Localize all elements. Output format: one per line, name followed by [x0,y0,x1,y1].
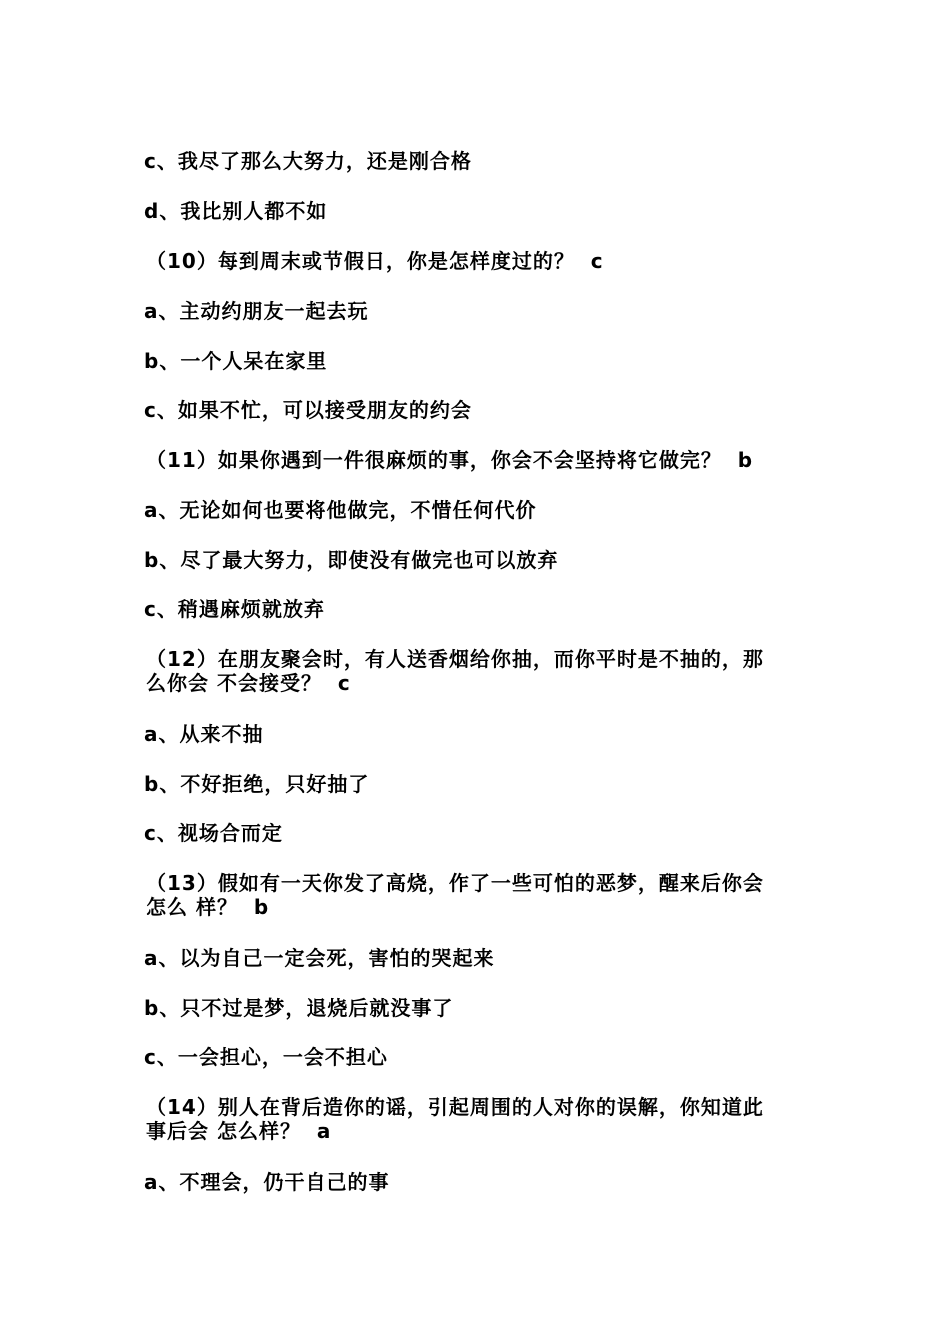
option-line: b、尽了最大努力，即使没有做完也可以放弃 [144,548,559,572]
option-line: a、主动约朋友一起去玩 [144,299,369,323]
option-line: a、无论如何也要将他做完，不惜任何代价 [144,498,537,522]
question-11: （11）如果你遇到一件很麻烦的事，你会不会坚持将它做完？ b [146,448,754,472]
question-12: （12）在朋友聚会时，有人送香烟给你抽，而你平时是不抽的，那 么你会 不会接受？ c [146,647,764,695]
option-line: b、不好拒绝，只好抽了 [144,772,370,796]
option-line: b、一个人呆在家里 [144,349,328,373]
question-14: （14）别人在背后造你的谣，引起周围的人对你的误解，你知道此 事后会 怎么样？ a [146,1095,764,1143]
option-line: c、一会担心，一会不担心 [144,1045,388,1069]
option-line: b、只不过是梦，退烧后就没事了 [144,996,454,1020]
question-13: （13）假如有一天你发了高烧，作了一些可怕的恶梦，醒来后你会 怎么 样？ b [146,871,764,919]
option-line: c、我尽了那么大努力，还是刚合格 [144,149,472,173]
option-line: a、从来不抽 [144,722,264,746]
question-10: （10）每到周末或节假日，你是怎样度过的？ c [146,249,604,273]
option-line: c、如果不忙，可以接受朋友的约会 [144,398,472,422]
option-line: a、以为自己一定会死，害怕的哭起来 [144,946,495,970]
option-line: c、稍遇麻烦就放弃 [144,597,325,621]
option-line: c、视场合而定 [144,821,283,845]
option-line: d、我比别人都不如 [144,199,328,223]
option-line: a、不理会，仍干自己的事 [144,1170,390,1194]
